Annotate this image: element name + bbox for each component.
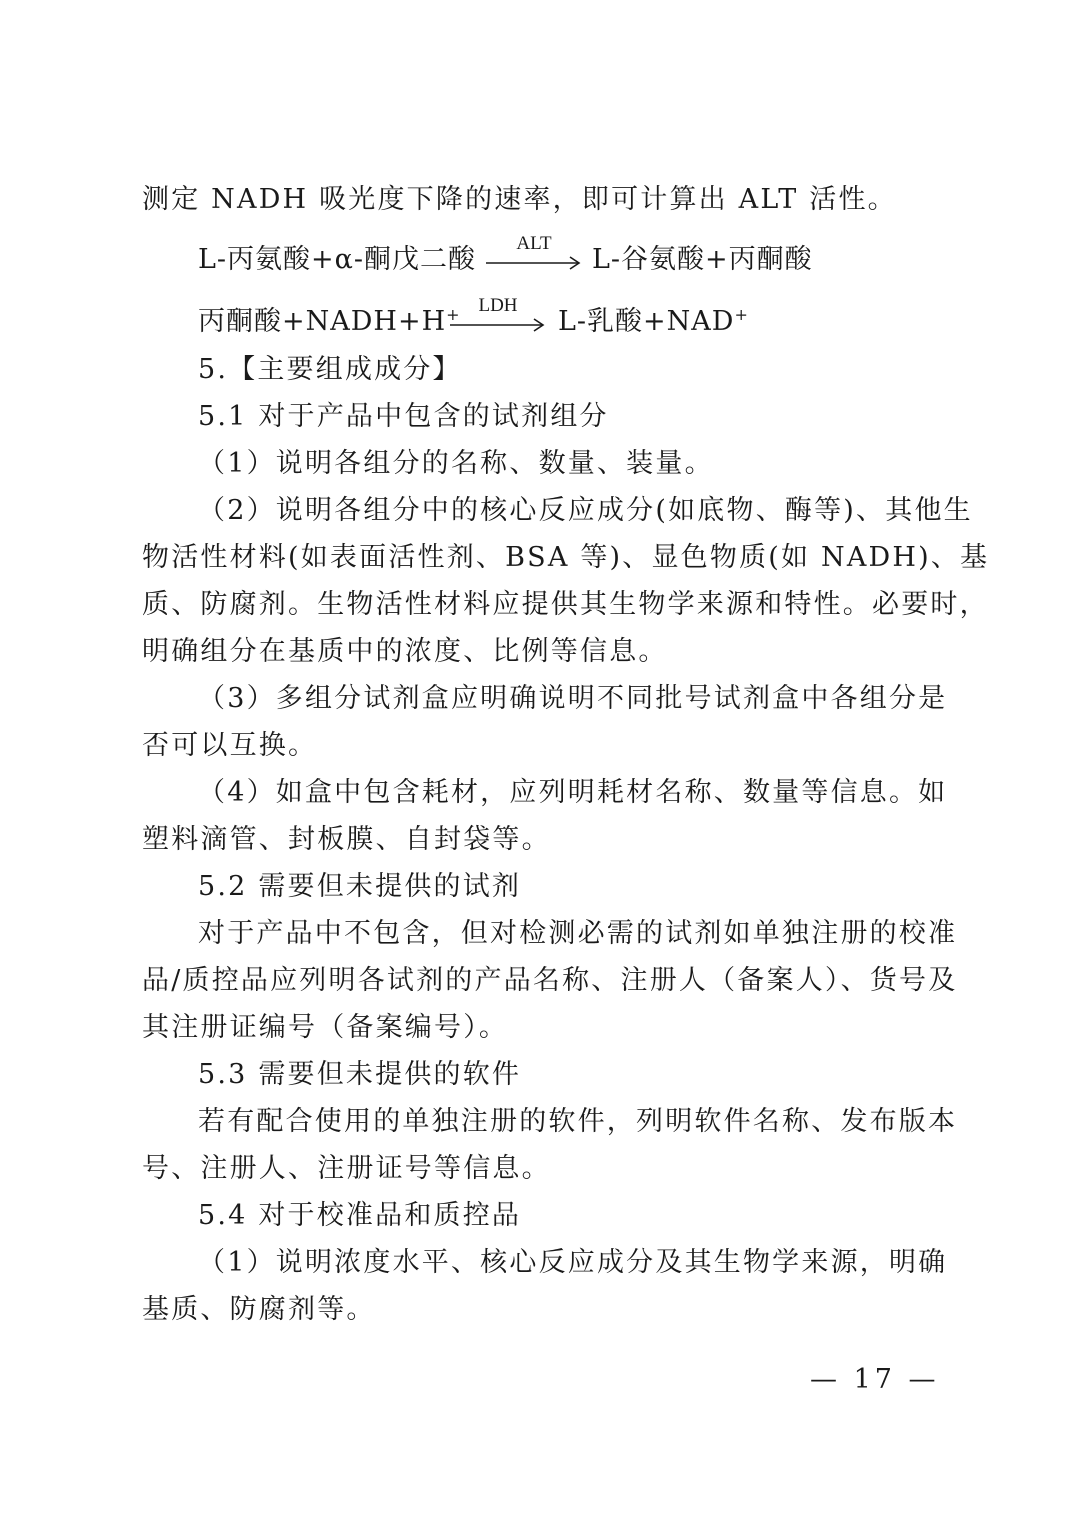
reaction-2-reactants	[198, 302, 460, 345]
right-arrow-icon	[486, 256, 582, 270]
paragraph-line: 测定 NADH 吸光度下降的速率，即可计算出 ALT 活性。	[142, 184, 897, 215]
paragraph-line: （3）多组分试剂盒应明确说明不同批号试剂盒中各组分是	[198, 683, 948, 714]
paragraph-line: 质、防腐剂。生物活性材料应提供其生物学来源和特性。必要时，	[142, 589, 989, 620]
reaction-2-products-text: L-乳酸+NAD	[558, 306, 735, 337]
reaction-2-arrow	[450, 295, 546, 342]
paragraph-line: 塑料滴管、封板膜、自封袋等。	[142, 824, 551, 855]
reaction-1-reactants: L-丙氨酸+α-酮戊二酸	[198, 244, 477, 275]
subsection-heading: 5.1 对于产品中包含的试剂组分	[198, 401, 609, 432]
paragraph-line: （1）说明浓度水平、核心反应成分及其生物学来源，明确	[198, 1247, 948, 1278]
subsection-heading: 5.2 需要但未提供的试剂	[198, 871, 522, 902]
section-heading: 5.【主要组成成分】	[198, 354, 462, 385]
reaction-1-products: L-谷氨酸+丙酮酸	[592, 244, 813, 275]
reaction-1-enzyme: ALT	[516, 233, 552, 254]
nad-charge-superscript: +	[734, 305, 748, 324]
paragraph-line: （4）如盒中包含耗材，应列明耗材名称、数量等信息。如	[198, 777, 948, 808]
paragraph-line: 基质、防腐剂等。	[142, 1294, 376, 1325]
subsection-heading: 5.4 对于校准品和质控品	[198, 1200, 522, 1231]
reaction-2-products	[558, 302, 748, 345]
reaction-1-arrow	[486, 233, 582, 280]
paragraph-line: （1）说明各组分的名称、数量、装量。	[198, 448, 714, 479]
reaction-2-reactants-text: 丙酮酸+NADH+H	[198, 306, 447, 337]
paragraph-line: 明确组分在基质中的浓度、比例等信息。	[142, 636, 668, 667]
paragraph-line: （2）说明各组分中的核心反应成分(如底物、酶等)、其他生	[198, 495, 973, 526]
reaction-2-enzyme: LDH	[478, 295, 518, 316]
paragraph-line: 否可以互换。	[142, 730, 318, 761]
page-number: — 17 —	[810, 1364, 940, 1395]
paragraph-line: 对于产品中不包含，但对检测必需的试剂如单独注册的校准	[198, 918, 958, 949]
proton-charge-superscript: +	[446, 305, 460, 324]
paragraph-line: 若有配合使用的单独注册的软件，列明软件名称、发布版本	[198, 1106, 958, 1137]
paragraph-line: 品/质控品应列明各试剂的产品名称、注册人（备案人）、货号及	[142, 965, 958, 996]
right-arrow-icon	[450, 318, 546, 332]
paragraph-line: 物活性材料(如表面活性剂、BSA 等)、显色物质(如 NADH)、基	[142, 542, 990, 573]
paragraph-line: 其注册证编号（备案编号）。	[142, 1012, 509, 1043]
paragraph-line: 号、注册人、注册证号等信息。	[142, 1153, 551, 1184]
subsection-heading: 5.3 需要但未提供的软件	[198, 1059, 522, 1090]
